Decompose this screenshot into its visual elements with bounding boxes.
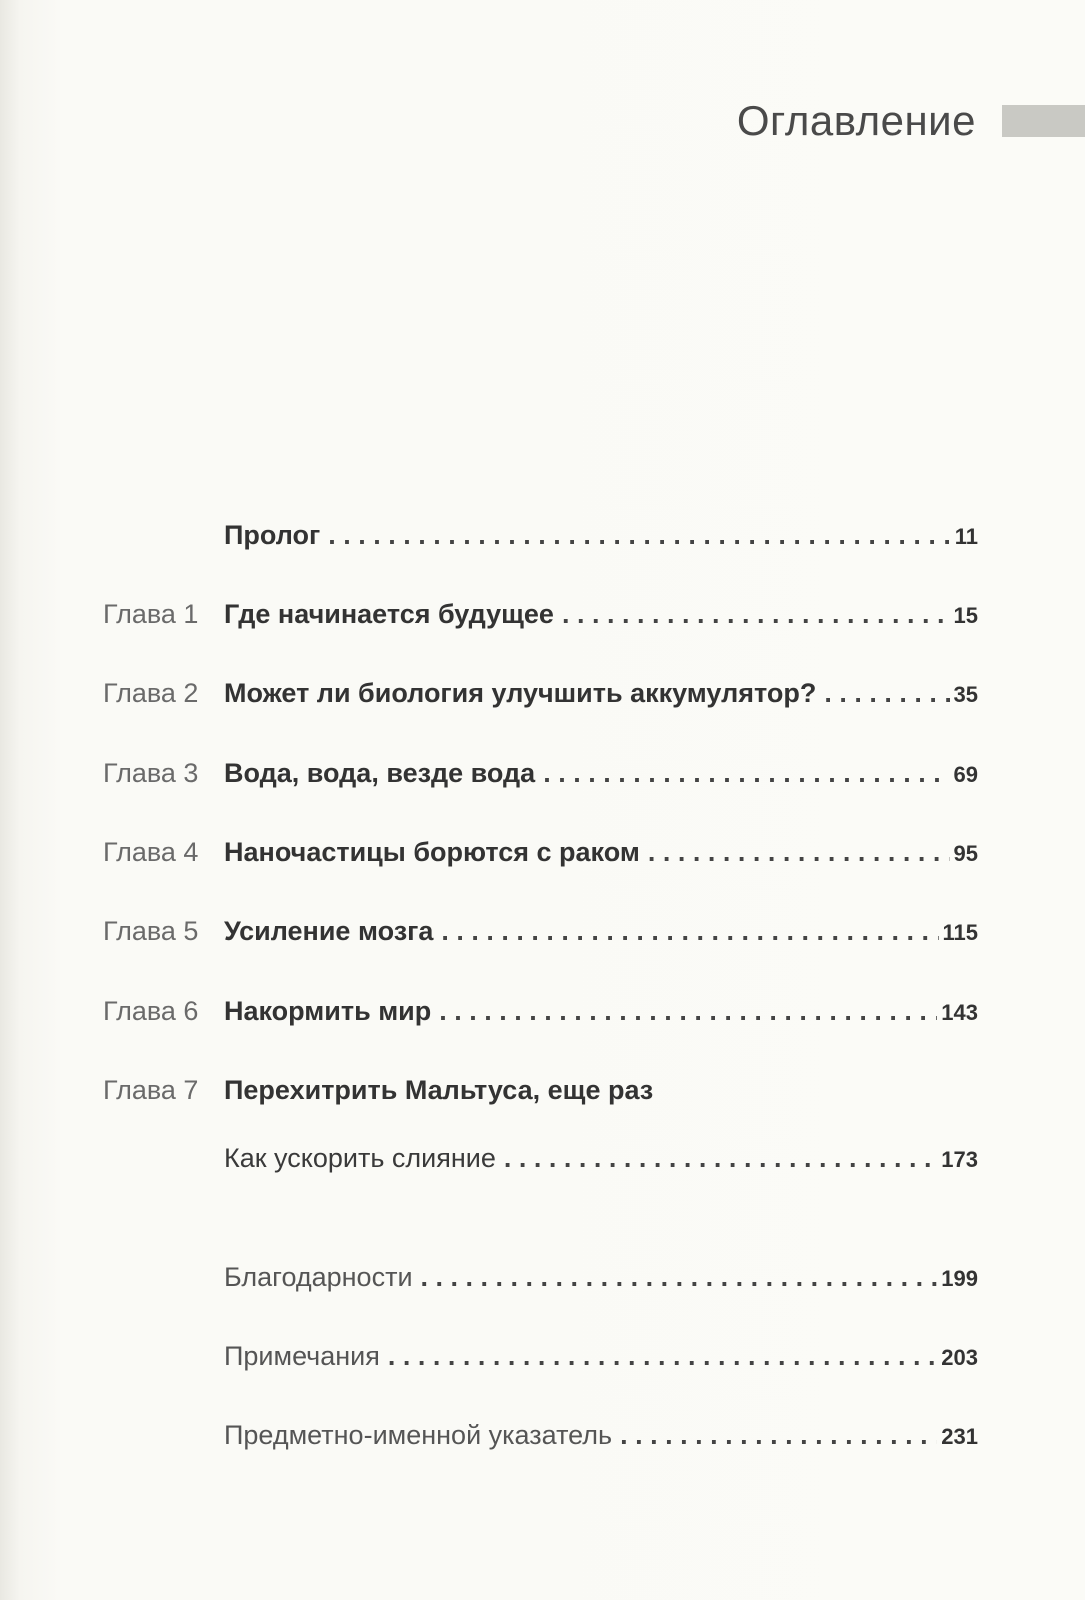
dot-leader	[648, 837, 950, 868]
toc-entry-notes[interactable]	[103, 1341, 978, 1381]
entry-title: Может ли биология улучшить аккумулятор?	[224, 678, 817, 708]
chapter-label: Глава 3	[103, 758, 199, 788]
page-number: 35	[953, 682, 978, 707]
toc-entry-acknowledgements[interactable]	[103, 1262, 978, 1302]
entry-title: Примечания	[224, 1341, 380, 1371]
entry-title: Как ускорить слияние	[224, 1143, 496, 1173]
entry-title: Вода, вода, везде вода	[224, 758, 536, 788]
toc-entry-chapter-5[interactable]	[103, 916, 978, 956]
chapter-label: Глава 2	[103, 678, 199, 708]
page-number: 173	[941, 1147, 978, 1172]
entry-title: Благодарности	[224, 1262, 413, 1292]
toc-entry-chapter-6[interactable]	[103, 996, 978, 1036]
dot-leader	[504, 1143, 937, 1174]
dot-leader	[562, 599, 950, 630]
toc-entry-chapter-4[interactable]	[103, 837, 978, 877]
title-block	[737, 96, 1085, 146]
page-number: 69	[953, 762, 978, 787]
page-number: 15	[953, 603, 978, 628]
toc-entry-chapter-2[interactable]	[103, 678, 978, 718]
page-number: 203	[941, 1345, 978, 1370]
chapter-label: Глава 7	[103, 1075, 199, 1105]
dot-leader	[824, 678, 949, 709]
entry-title: Перехитрить Мальтуса, еще раз	[224, 1075, 654, 1105]
page-number: 231	[941, 1424, 978, 1449]
dot-leader	[328, 520, 950, 551]
toc-entry-index[interactable]	[103, 1420, 978, 1460]
chapter-label: Глава 6	[103, 996, 199, 1026]
toc-entry-chapter-3[interactable]	[103, 758, 978, 798]
entry-title: Накормить мир	[224, 996, 432, 1026]
toc-entry-chapter-7-subtitle[interactable]	[103, 1143, 978, 1183]
dot-leader	[620, 1420, 937, 1451]
page-number: 11	[954, 524, 978, 549]
toc-entry-chapter-1[interactable]	[103, 599, 978, 639]
chapter-label: Глава 1	[103, 599, 199, 629]
page-number: 95	[953, 841, 978, 866]
dot-leader	[439, 996, 937, 1027]
entry-title: Пролог	[224, 520, 321, 550]
dot-leader	[388, 1341, 937, 1372]
page-title: Оглавление	[736, 97, 976, 144]
dot-leader	[441, 916, 938, 947]
entry-title: Предметно-именной указатель	[224, 1420, 613, 1450]
page-number: 143	[941, 1000, 978, 1025]
page-number: 115	[942, 920, 978, 945]
entry-title: Усиление мозга	[224, 916, 434, 946]
toc-entry-prolog[interactable]	[103, 520, 978, 560]
toc-entry-chapter-7[interactable]	[103, 1075, 978, 1115]
chapter-label: Глава 4	[103, 837, 199, 867]
dot-leader	[421, 1262, 938, 1293]
page-number: 199	[941, 1266, 978, 1291]
dot-leader	[543, 758, 949, 789]
title-accent-bar	[1002, 105, 1085, 137]
entry-title: Где начинается будущее	[224, 599, 554, 629]
chapter-label: Глава 5	[103, 916, 199, 946]
entry-title: Наночастицы борются с раком	[224, 837, 640, 867]
